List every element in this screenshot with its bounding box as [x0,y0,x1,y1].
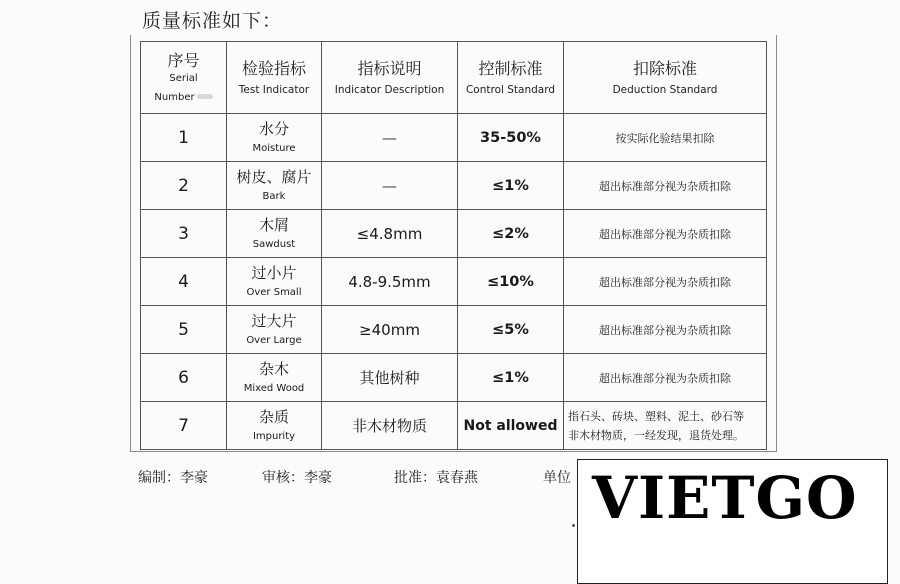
header-serial: 序号 Serial Number [141,42,227,114]
row-deduction: 超出标准部分视为杂质扣除 [564,258,767,306]
row-indicator: 过小片 Over Small [227,258,322,306]
row-control-standard: Not allowed [458,402,564,450]
reviewed-by: 审核：李豪 [262,470,332,486]
row-description: — [322,114,458,162]
unit-label: 单位 [543,470,571,486]
row-deduction: 超出标准部分视为杂质扣除 [564,354,767,402]
row-deduction: 指石头、砖块、塑料、泥土、砂石等 非木材物质，一经发现，退货处理。 [564,402,767,450]
quality-standard-table [140,41,767,450]
header-test-indicator: 检验指标 Test Indicator [227,42,322,114]
row-description: — [322,162,458,210]
row-control-standard: 35-50% [458,114,564,162]
row-deduction: 超出标准部分视为杂质扣除 [564,162,767,210]
page-title: 质量标准如下： [142,10,283,32]
row-number: 4 [141,258,227,306]
watermark-logo [577,459,888,584]
table-row [141,258,767,306]
row-control-standard: ≤10% [458,258,564,306]
header-control-standard: 控制标准 Control Standard [458,42,564,114]
row-control-standard: ≤2% [458,210,564,258]
row-number: 5 [141,306,227,354]
row-description: ≤4.8mm [322,210,458,258]
row-description: 非木材物质 [322,402,458,450]
row-number: 6 [141,354,227,402]
row-description: 4.8-9.5mm [322,258,458,306]
row-indicator: 杂质 Impurity [227,402,322,450]
row-indicator: 杂木 Mixed Wood [227,354,322,402]
row-description: 其他树种 [322,354,458,402]
row-control-standard: ≤1% [458,354,564,402]
row-indicator: 水分 Moisture [227,114,322,162]
row-deduction: 超出标准部分视为杂质扣除 [564,306,767,354]
logo-text: VIETGO [592,464,858,532]
table-row [141,114,767,162]
row-control-standard: ≤5% [458,306,564,354]
header-indicator-description: 指标说明 Indicator Description [322,42,458,114]
row-deduction: 超出标准部分视为杂质扣除 [564,210,767,258]
row-indicator: 木屑 Sawdust [227,210,322,258]
ink-smudge [197,94,213,99]
row-control-standard: ≤1% [458,162,564,210]
table-row [141,354,767,402]
row-number: 3 [141,210,227,258]
compiled-by: 编制：李豪 [138,470,208,486]
table-row [141,402,767,450]
approved-by: 批准：袁春燕 [394,470,478,486]
table-row [141,210,767,258]
row-number: 7 [141,402,227,450]
stray-mark [572,524,575,527]
row-number: 1 [141,114,227,162]
header-deduction-standard: 扣除标准 Deduction Standard [564,42,767,114]
row-description: ≥40mm [322,306,458,354]
row-deduction: 按实际化验结果扣除 [564,114,767,162]
row-indicator: 过大片 Over Large [227,306,322,354]
table-row [141,306,767,354]
row-number: 2 [141,162,227,210]
table-header-row [141,42,767,114]
table-row [141,162,767,210]
row-indicator: 树皮、腐片 Bark [227,162,322,210]
